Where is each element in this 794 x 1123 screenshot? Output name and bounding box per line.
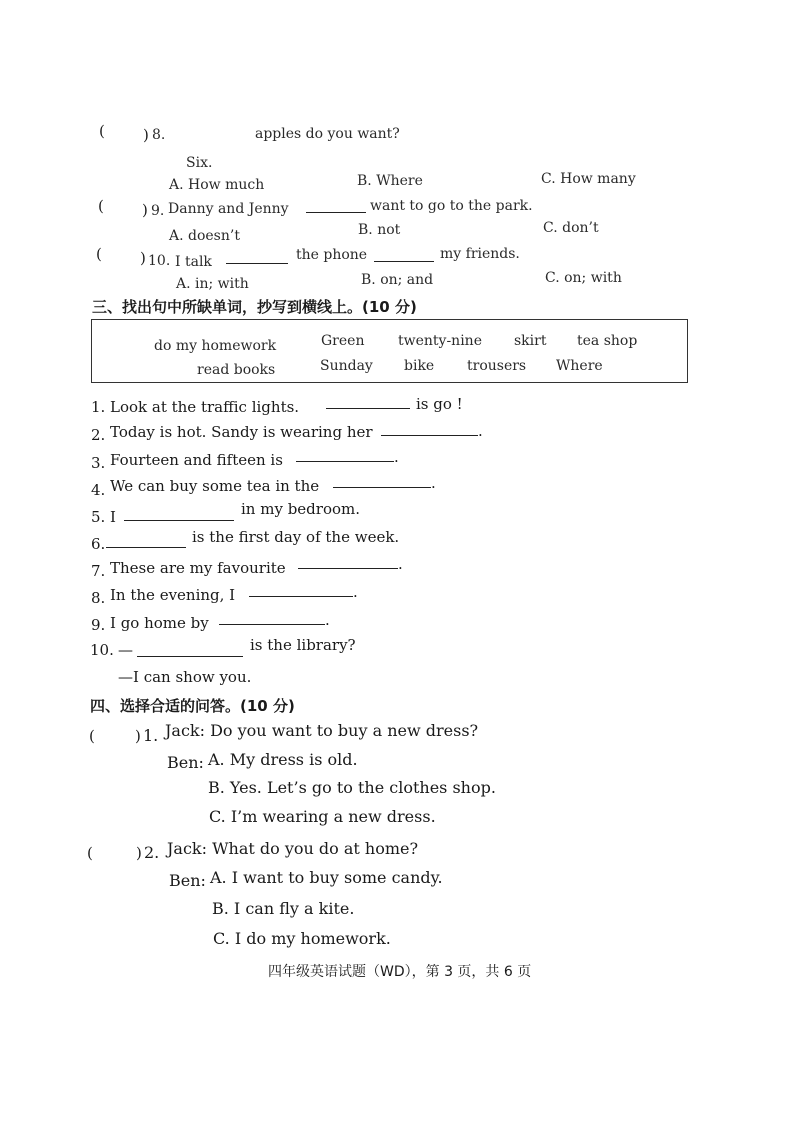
option-a: A. doesn’t — [169, 228, 240, 244]
option-b: B. Yes. Let’s go to the clothes shop. — [208, 778, 496, 797]
item-number: 10. — [90, 641, 114, 659]
question-text: Jack: Do you want to buy a new dress? — [165, 721, 479, 740]
item-text-after: . — [325, 611, 330, 629]
section-heading: 三、找出句中所缺单词，抄写到横线上。(10 分) — [92, 298, 417, 316]
word-bank-item: Where — [556, 358, 603, 374]
item-text-after: . — [478, 422, 483, 440]
answer-paren-open: ( — [96, 245, 102, 263]
option-a: A. in; with — [176, 276, 249, 292]
item-number: 6. — [91, 535, 106, 553]
item-reply: —I can show you. — [118, 668, 252, 686]
answer-paren-close: ) — [142, 201, 148, 219]
item-text-after: . — [394, 448, 399, 466]
word-bank-item: twenty-nine — [398, 333, 482, 349]
question-number: 1. — [143, 726, 159, 745]
item-text-after: in my bedroom. — [241, 500, 360, 518]
item-text-after: is the library? — [250, 636, 356, 654]
answer-blank[interactable] — [219, 610, 325, 625]
question-number: 9. — [151, 203, 165, 219]
speaker-label: Ben: — [167, 753, 204, 772]
option-a: A. How much — [169, 177, 265, 193]
item-number: 9. — [91, 616, 106, 634]
item-number: 4. — [91, 481, 106, 499]
answer-blank[interactable] — [298, 554, 398, 569]
question-stem: apples do you want? — [255, 126, 400, 142]
answer-blank[interactable] — [326, 394, 410, 409]
word-bank-item: bike — [404, 358, 435, 374]
answer-paren-open: ( — [87, 844, 93, 862]
word-bank-item: trousers — [467, 358, 527, 374]
answer-blank[interactable] — [124, 506, 234, 521]
section-heading: 四、选择合适的问答。(10 分) — [90, 697, 295, 715]
option-a: A. I want to buy some candy. — [210, 868, 443, 887]
item-text-before: I go home by — [110, 614, 209, 632]
answer-blank[interactable] — [296, 447, 394, 462]
answer-blank[interactable] — [306, 198, 366, 213]
question-answer: Six. — [186, 155, 213, 171]
option-c: C. I’m wearing a new dress. — [209, 807, 436, 826]
question-stem-before: I talk — [175, 254, 212, 270]
item-text-after: is the first day of the week. — [192, 528, 400, 546]
answer-paren-close: ) — [140, 249, 146, 267]
option-a: A. My dress is old. — [208, 750, 358, 769]
option-c: C. don’t — [543, 220, 599, 236]
word-bank-item: skirt — [514, 333, 547, 349]
item-text-after: . — [398, 555, 403, 573]
item-number: 7. — [91, 562, 106, 580]
item-text-before: Today is hot. Sandy is wearing her — [110, 423, 373, 441]
answer-blank[interactable] — [374, 247, 434, 262]
answer-blank[interactable] — [137, 642, 243, 657]
word-bank-item: do my homework — [154, 338, 277, 354]
item-text-after: is go ! — [416, 395, 463, 413]
item-text-before: Fourteen and fifteen is — [110, 451, 283, 469]
answer-blank[interactable] — [381, 421, 478, 436]
option-b: B. Where — [357, 173, 423, 189]
speaker-label: Ben: — [169, 871, 206, 890]
item-text-before: These are my favourite — [110, 559, 286, 577]
option-b: B. I can fly a kite. — [212, 899, 355, 918]
answer-paren-close: ) — [136, 844, 142, 862]
item-text-before: — — [118, 641, 133, 659]
item-text-before: Look at the traffic lights. — [110, 398, 300, 416]
answer-paren-close: ) — [143, 126, 149, 144]
answer-paren-open: ( — [98, 197, 104, 215]
item-number: 1. — [91, 398, 106, 416]
question-stem-after: my friends. — [440, 246, 520, 262]
question-stem-mid: the phone — [296, 247, 368, 263]
option-b: B. not — [358, 222, 401, 238]
word-bank-item: tea shop — [577, 333, 638, 349]
item-text-before: We can buy some tea in the — [110, 477, 320, 495]
question-stem-after: want to go to the park. — [370, 198, 533, 214]
answer-paren-close: ) — [135, 727, 141, 745]
question-number: 10. — [148, 253, 171, 269]
item-text-after: . — [353, 583, 358, 601]
page-footer: 四年级英语试题（WD），第 3 页，共 6 页 — [268, 964, 532, 980]
item-number: 3. — [91, 454, 106, 472]
word-bank-item: read books — [197, 362, 276, 378]
option-c: C. on; with — [545, 270, 622, 286]
answer-paren-open: ( — [99, 122, 105, 140]
question-number: 2. — [144, 843, 160, 862]
word-bank-item: Sunday — [320, 358, 373, 374]
question-text: Jack: What do you do at home? — [167, 839, 419, 858]
item-text-before: I — [110, 508, 116, 526]
question-stem-before: Danny and Jenny — [168, 201, 289, 217]
item-number: 8. — [91, 589, 106, 607]
item-text-after: . — [431, 474, 436, 492]
option-c: C. I do my homework. — [213, 929, 391, 948]
item-number: 5. — [91, 508, 106, 526]
answer-blank[interactable] — [333, 473, 431, 488]
item-text-before: In the evening, I — [110, 586, 236, 604]
answer-blank[interactable] — [106, 533, 186, 548]
word-bank-item: Green — [321, 333, 365, 349]
answer-blank[interactable] — [249, 582, 353, 597]
option-b: B. on; and — [361, 272, 434, 288]
question-number: 8. — [152, 127, 166, 143]
answer-blank[interactable] — [226, 249, 288, 264]
option-c: C. How many — [541, 171, 636, 187]
item-number: 2. — [91, 426, 106, 444]
answer-paren-open: ( — [89, 727, 95, 745]
